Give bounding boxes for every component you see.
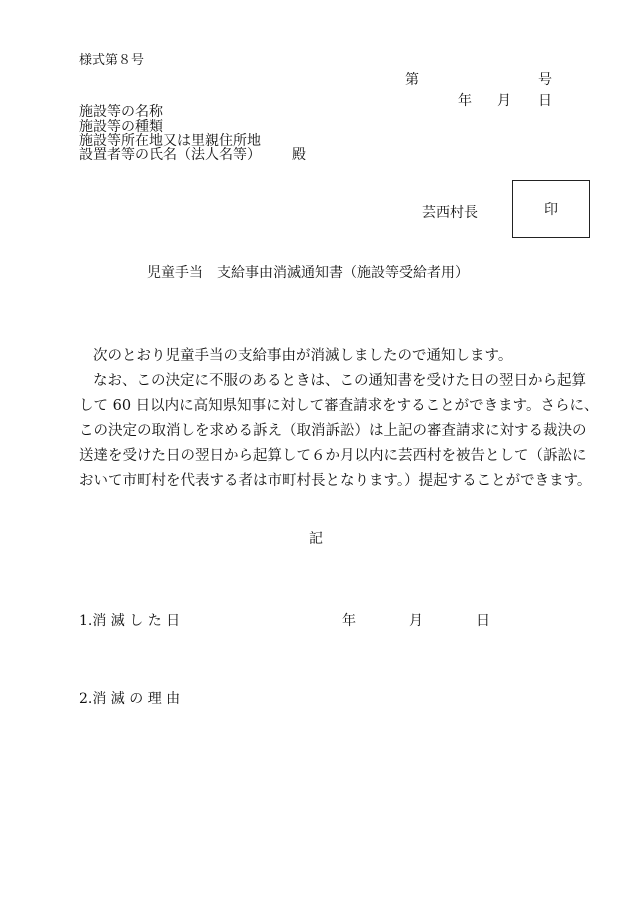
date-day: 日 bbox=[538, 93, 552, 109]
body-line-3: して 60 日以内に高知県知事に対して審査請求をすることができます。さらに、 bbox=[79, 398, 599, 414]
date-month: 月 bbox=[497, 93, 511, 109]
honorific: 殿 bbox=[292, 147, 306, 163]
item-1-day: 日 bbox=[476, 613, 490, 629]
date-year: 年 bbox=[458, 93, 472, 109]
ki-heading: 記 bbox=[309, 531, 323, 547]
form-number: 様式第８号 bbox=[79, 53, 145, 68]
body-line-5: 送達を受けた日の翌日から起算して６か月以内に芸西村を被告として（訴訟に bbox=[79, 448, 587, 464]
issuer-title: 芸西村長 bbox=[422, 205, 478, 221]
document-title: 児童手当 支給事由消滅通知書（施設等受給者用） bbox=[147, 265, 469, 281]
doc-number-dai: 第 bbox=[405, 72, 419, 88]
facility-name-label: 施設等の名称 bbox=[79, 104, 163, 120]
body-text bbox=[79, 344, 599, 494]
doc-number-go: 号 bbox=[538, 72, 552, 88]
body-line-4: この決定の取消しを求める訴え（取消訴訟）は上記の審査請求に対する裁決の bbox=[79, 423, 587, 439]
body-line-2: なお、この決定に不服のあるときは、この通知書を受けた日の翌日から起算 bbox=[93, 373, 586, 389]
body-line-6: おいて市町村を代表する者は市町村長となります。）提起することができます。 bbox=[79, 473, 592, 489]
founder-name-label: 設置者等の氏名（法人名等） bbox=[79, 147, 261, 163]
item-1-year: 年 bbox=[342, 613, 356, 629]
item-1-label: 1.消 滅 し た 日 bbox=[79, 613, 181, 629]
body-line-1: 次のとおり児童手当の支給事由が消滅しましたので通知します。 bbox=[93, 348, 513, 364]
item-1-month: 月 bbox=[409, 613, 423, 629]
facility-location-label: 施設等所在地又は里親住所地 bbox=[79, 133, 261, 149]
seal-mark: 印 bbox=[544, 202, 558, 218]
item-2-label: 2.消 滅 の 理 由 bbox=[79, 691, 181, 707]
seal-box bbox=[512, 180, 590, 238]
facility-type-label: 施設等の種類 bbox=[79, 119, 163, 135]
